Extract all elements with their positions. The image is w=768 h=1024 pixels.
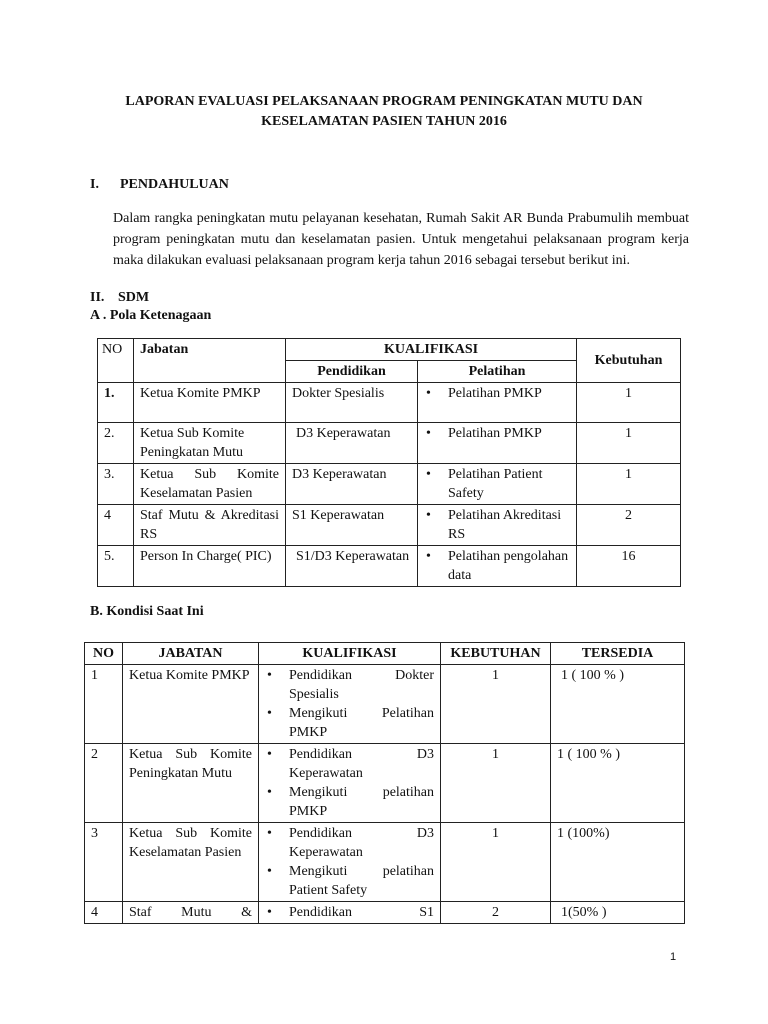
header-tersedia: TERSEDIA (551, 643, 685, 665)
section-title: SDM (118, 290, 150, 305)
header-no: NO (98, 339, 134, 383)
kualifikasi-text: D3 (416, 747, 434, 762)
cell-jabatan: Ketua Sub Komite Keselamatan Pasien (123, 823, 259, 902)
cell-pendidikan: S1 Keperawatan (286, 505, 418, 546)
table-header-row (85, 643, 685, 665)
cell-pendidikan: D3 Keperawatan (286, 464, 418, 505)
cell-pelatihan-text: Pelatihan PMKP (448, 426, 542, 441)
table-row (98, 464, 681, 505)
table-row (98, 383, 681, 423)
kualifikasi-text: Mengikuti (289, 785, 348, 800)
header-pendidikan: Pendidikan (286, 361, 418, 383)
table-row (85, 902, 685, 924)
kualifikasi-text: Pendidikan (289, 826, 352, 841)
cell-pendidikan: S1/D3 Keperawatan (286, 546, 418, 587)
bullet-icon: • (267, 706, 272, 721)
kualifikasi-text: Spesialis (289, 687, 339, 702)
cell-pelatihan (418, 383, 577, 423)
header-kebutuhan: KEBUTUHAN (441, 643, 551, 665)
bullet-icon: • (267, 747, 272, 762)
cell-tersedia: 1 ( 100 % ) (551, 665, 685, 744)
cell-kebutuhan: 2 (577, 505, 681, 546)
cell-jabatan: Ketua Komite PMKP (123, 665, 259, 744)
cell-kebutuhan: 1 (577, 423, 681, 464)
bullet-icon: • (426, 426, 431, 441)
bullet-icon: • (267, 864, 272, 879)
cell-no: 3. (98, 464, 134, 505)
cell-no: 2 (85, 744, 123, 823)
table-row (98, 546, 681, 587)
bullet-icon: • (426, 467, 431, 482)
cell-pelatihan (418, 423, 577, 464)
kualifikasi-text: PMKP (289, 725, 328, 740)
cell-jabatan: Ketua Sub Komite Peningkatan Mutu (134, 423, 286, 464)
cell-kualifikasi (259, 823, 441, 902)
cell-kualifikasi (259, 665, 441, 744)
cell-no: 5. (98, 546, 134, 587)
kualifikasi-text: Dokter (395, 668, 434, 683)
cell-kebutuhan: 1 (441, 665, 551, 744)
cell-tersedia: 1 (100%) (551, 823, 685, 902)
kualifikasi-text: D3 (416, 826, 434, 841)
kualifikasi-text: S1 (419, 905, 434, 920)
jabatan-text: Staf (129, 905, 152, 920)
cell-no: 4 (85, 902, 123, 924)
cell-jabatan: Person In Charge( PIC) (134, 546, 286, 587)
cell-kebutuhan: 1 (441, 744, 551, 823)
kualifikasi-text: Keperawatan (289, 766, 363, 781)
cell-kebutuhan: 1 (577, 383, 681, 423)
document-title (60, 92, 708, 132)
cell-jabatan (123, 902, 259, 924)
cell-no: 4 (98, 505, 134, 546)
kualifikasi-text: Mengikuti (289, 864, 348, 879)
title-line-1: LAPORAN EVALUASI PELAKSANAAN PROGRAM PENINGKATAN MUTU DAN (125, 94, 643, 109)
cell-pendidikan: Dokter Spesialis (286, 383, 418, 423)
cell-jabatan: Ketua Sub Komite Peningkatan Mutu (123, 744, 259, 823)
bullet-icon: • (426, 386, 431, 401)
title-line-2: KESELAMATAN PASIEN TAHUN 2016 (261, 114, 507, 129)
kualifikasi-text: Pendidikan (289, 747, 352, 762)
subheading-pola-ketenagaan: A . Pola Ketenagaan (90, 308, 212, 323)
cell-kualifikasi (259, 744, 441, 823)
bullet-icon: • (267, 826, 272, 841)
cell-pelatihan-text: Pelatihan Akreditasi RS (448, 508, 562, 542)
cell-jabatan: Ketua Komite PMKP (134, 383, 286, 423)
kualifikasi-text: Keperawatan (289, 845, 363, 860)
kualifikasi-text: Pelatihan (381, 706, 434, 721)
kualifikasi-text: PMKP (289, 804, 328, 819)
subheading-kondisi-saat-ini: B. Kondisi Saat Ini (90, 604, 204, 619)
cell-jabatan: Ketua Sub Komite Keselamatan Pasien (134, 464, 286, 505)
bullet-icon: • (267, 785, 272, 800)
cell-no: 1. (98, 383, 134, 423)
table-row (85, 665, 685, 744)
header-jabatan: Jabatan (134, 339, 286, 383)
table-row (98, 505, 681, 546)
cell-kebutuhan: 1 (441, 823, 551, 902)
section-number: I. (90, 177, 99, 192)
cell-pelatihan-text: Pelatihan Patient Safety (448, 467, 543, 501)
header-jabatan: JABATAN (123, 643, 259, 665)
cell-pelatihan (418, 464, 577, 505)
bullet-icon: • (267, 905, 272, 920)
table-row (85, 744, 685, 823)
kualifikasi-text: pelatihan (382, 785, 434, 800)
cell-pelatihan (418, 546, 577, 587)
section-number: II. (90, 290, 105, 305)
cell-kebutuhan: 1 (577, 464, 681, 505)
bullet-icon: • (426, 549, 431, 564)
cell-no: 3 (85, 823, 123, 902)
section-heading-pendahuluan (90, 175, 229, 194)
bullet-icon: • (426, 508, 431, 523)
cell-pelatihan (418, 505, 577, 546)
jabatan-text: & (241, 905, 252, 920)
table-row (98, 423, 681, 464)
header-no: NO (85, 643, 123, 665)
table-header-row (98, 339, 681, 361)
section-title: PENDAHULUAN (120, 177, 229, 192)
kualifikasi-text: Pendidikan (289, 905, 352, 920)
cell-pendidikan: D3 Keperawatan (286, 423, 418, 464)
cell-pelatihan-text: Pelatihan PMKP (448, 386, 542, 401)
header-kualifikasi: KUALIFIKASI (286, 339, 577, 361)
header-kebutuhan: Kebutuhan (577, 339, 681, 383)
table-kondisi-saat-ini (84, 642, 685, 924)
section-heading-sdm (90, 288, 149, 307)
header-pelatihan: Pelatihan (418, 361, 577, 383)
kualifikasi-text: Patient Safety (289, 883, 368, 898)
kualifikasi-text: Mengikuti (289, 706, 348, 721)
table-pola-ketenagaan (97, 338, 681, 587)
cell-no: 1 (85, 665, 123, 744)
kualifikasi-text: Pendidikan (289, 668, 352, 683)
cell-kualifikasi (259, 902, 441, 924)
cell-kebutuhan: 16 (577, 546, 681, 587)
bullet-icon: • (267, 668, 272, 683)
cell-tersedia: 1 ( 100 % ) (551, 744, 685, 823)
kualifikasi-text: pelatihan (382, 864, 434, 879)
intro-paragraph: Dalam rangka peningkatan mutu pelayanan kesehatan, Rumah Sakit AR Bunda Prabumulih membuat program peningkatan mutu dan keselamatan pasien. Untuk mengetahui pelaksanaan program kerja maka dilakukan evaluasi pelaksanaan program kerja tahun 2016 sebagai tersebut berikut ini. (113, 211, 689, 268)
page-number: 1 (670, 951, 677, 963)
cell-pelatihan-text: Pelatihan pengolahan data (448, 549, 569, 583)
cell-jabatan: Staf Mutu & Akreditasi RS (134, 505, 286, 546)
cell-kebutuhan: 2 (441, 902, 551, 924)
jabatan-text: Mutu (181, 905, 212, 920)
table-row (85, 823, 685, 902)
header-kualifikasi: KUALIFIKASI (259, 643, 441, 665)
cell-tersedia: 1(50% ) (551, 902, 685, 924)
cell-no: 2. (98, 423, 134, 464)
